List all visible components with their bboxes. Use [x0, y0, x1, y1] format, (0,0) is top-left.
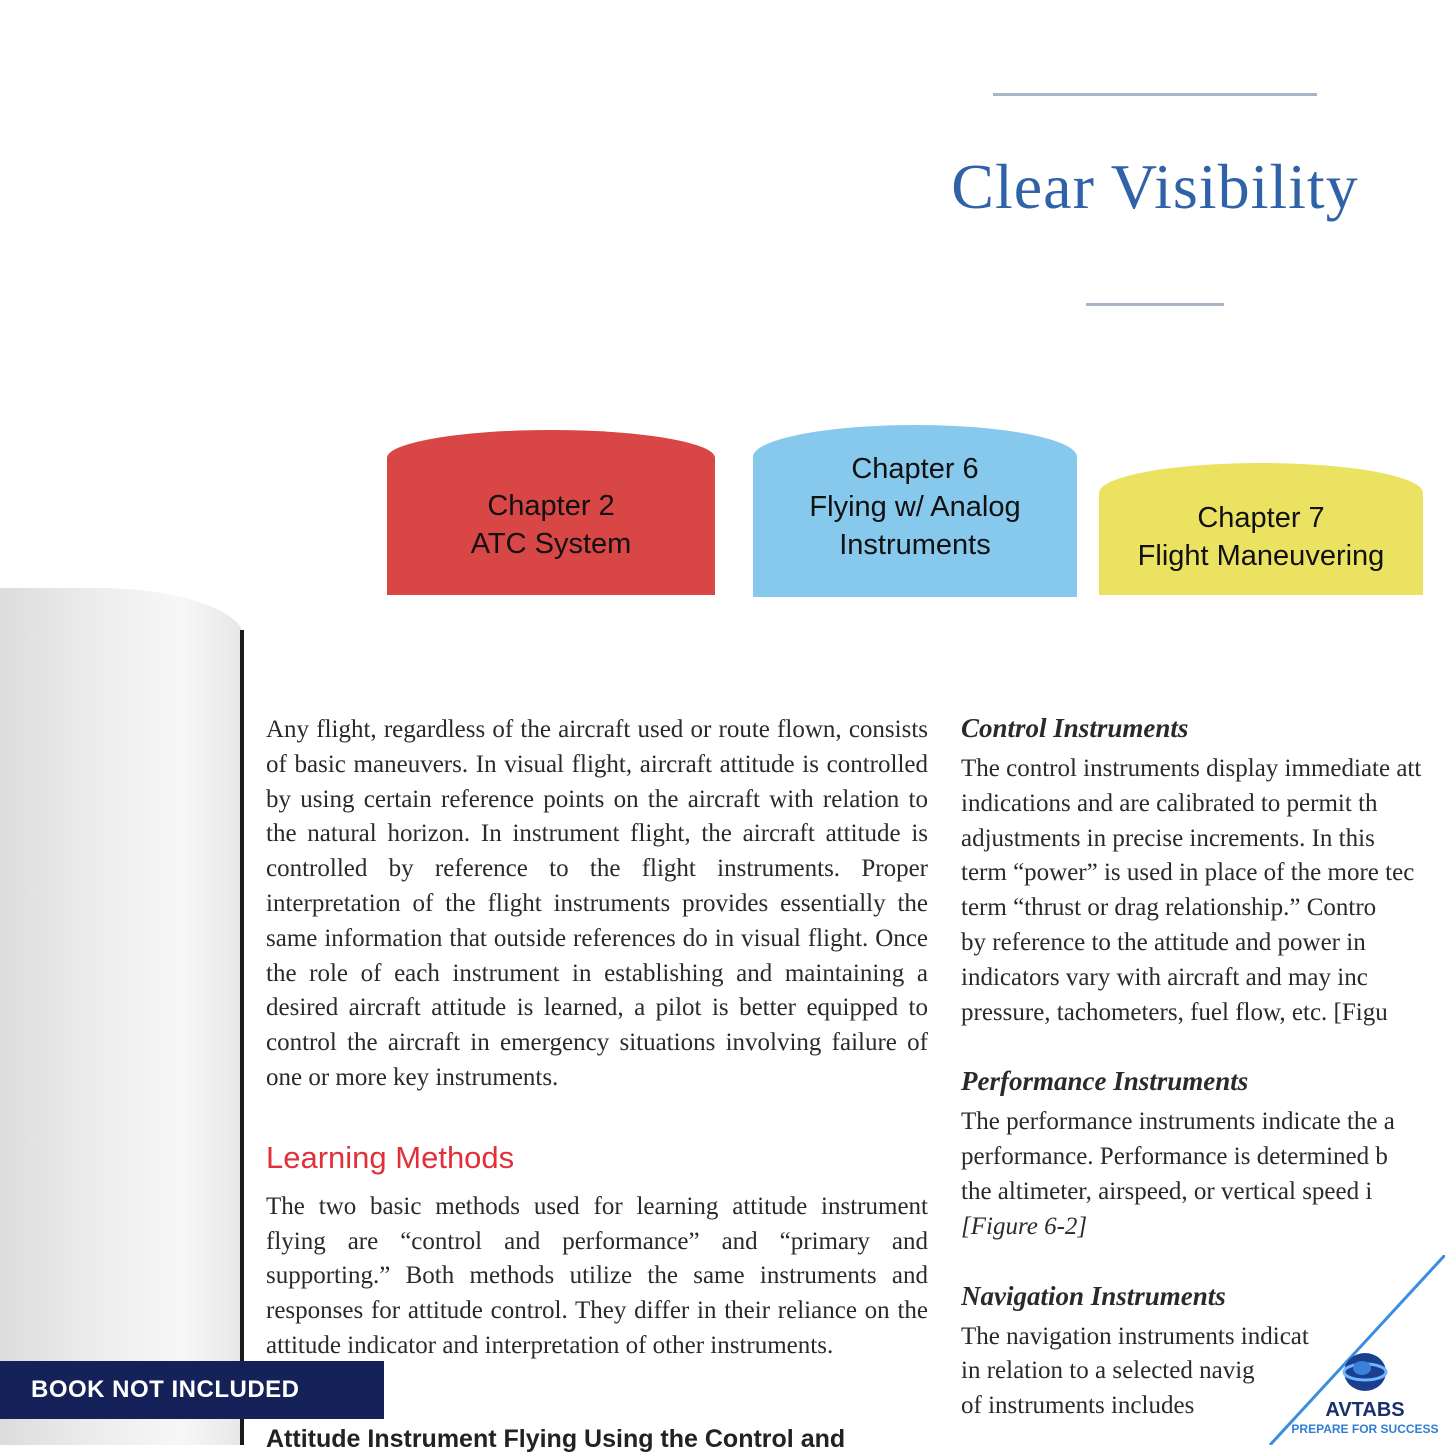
text-line: in relation to a selected navig: [961, 1357, 1255, 1385]
text-line: of instruments includes: [961, 1392, 1195, 1420]
logo-tagline: PREPARE FOR SUCCESS: [1291, 1422, 1439, 1436]
text-line: The navigation instruments indicat: [961, 1322, 1309, 1350]
book-not-included-banner: BOOK NOT INCLUDED: [0, 1361, 384, 1419]
intro-paragraph: Any flight, regardless of the aircraft used or route flown, consists of basic maneuvers. In visual flight, aircraft attitude is controlled by using certain reference points on the aircraft with relation to the natural horizon. In instrument flight, the aircraft attitude is controlled by reference to the flight instruments. Proper interpretation of the flight instruments provides essentially the same information that outside references do in visual flight. Once the role of each instrument in establishing and maintaining a desired aircraft attitude is learned, a pilot is better equipped to control the aircraft in emergency situations involving failure of one or more key instruments.: [266, 716, 928, 1091]
logo-name: AVTABS: [1325, 1399, 1405, 1421]
text-line: by reference to the attitude and power in: [961, 928, 1366, 956]
tab-label: Chapter 6 Flying w/ Analog Instruments: [809, 453, 1021, 561]
book-left-column: [266, 713, 928, 1364]
avtabs-logo: [1290, 1350, 1440, 1437]
globe-icon: [1340, 1350, 1390, 1394]
text-line: term “thrust or drag relationship.” Contro: [961, 894, 1377, 922]
performance-text: [961, 1105, 1445, 1244]
section-title-learning-methods: Learning Methods: [266, 1139, 515, 1175]
book-left-page: [0, 588, 244, 1445]
book-spine: [240, 630, 244, 1445]
text-line: The performance instruments indicate the a: [961, 1108, 1395, 1136]
text-line: The control instruments display immediate att: [961, 755, 1422, 782]
tab-chapter-6: [753, 425, 1077, 597]
subtitle-performance-instruments: Performance Instruments: [961, 1066, 1249, 1097]
control-text: [961, 752, 1445, 1030]
learning-methods-paragraph: The two basic methods used for learning attitude instrument flying are “control and performance” and “primary and supporting.” Both methods utilize the same instruments and responses for attitude control. They differ in their reliance on the attitude indicator and interpretation of other instruments.: [266, 1192, 928, 1359]
tab-label: Chapter 2 ATC System: [470, 490, 632, 560]
tab-label: Chapter 7 Flight Maneuvering: [1137, 501, 1385, 572]
top-rule: [993, 93, 1317, 96]
tab-chapter-7: [1099, 463, 1423, 595]
text-line: performance. Performance is determined b: [961, 1143, 1388, 1171]
text-line: term “power” is used in place of the more tec: [961, 859, 1415, 887]
cut-off-heading: Attitude Instrument Flying Using the Control and: [266, 1425, 846, 1453]
bottom-rule: [1086, 303, 1224, 306]
text-line: indicators vary with aircraft and may inc: [961, 963, 1368, 991]
headline: Clear Visibility: [951, 151, 1359, 222]
text-line: [Figure 6-2]: [961, 1212, 1088, 1240]
text-line: pressure, tachometers, fuel flow, etc. [Figu: [961, 998, 1388, 1026]
subtitle-navigation-instruments: Navigation Instruments: [961, 1280, 1226, 1311]
text-line: indications and are calibrated to permit th: [961, 789, 1378, 817]
text-line: adjustments in precise increments. In this: [961, 824, 1375, 852]
subtitle-control-instruments: Control Instruments: [961, 713, 1189, 743]
text-line: the altimeter, airspeed, or vertical speed i: [961, 1177, 1373, 1205]
tab-chapter-2: [387, 430, 715, 595]
